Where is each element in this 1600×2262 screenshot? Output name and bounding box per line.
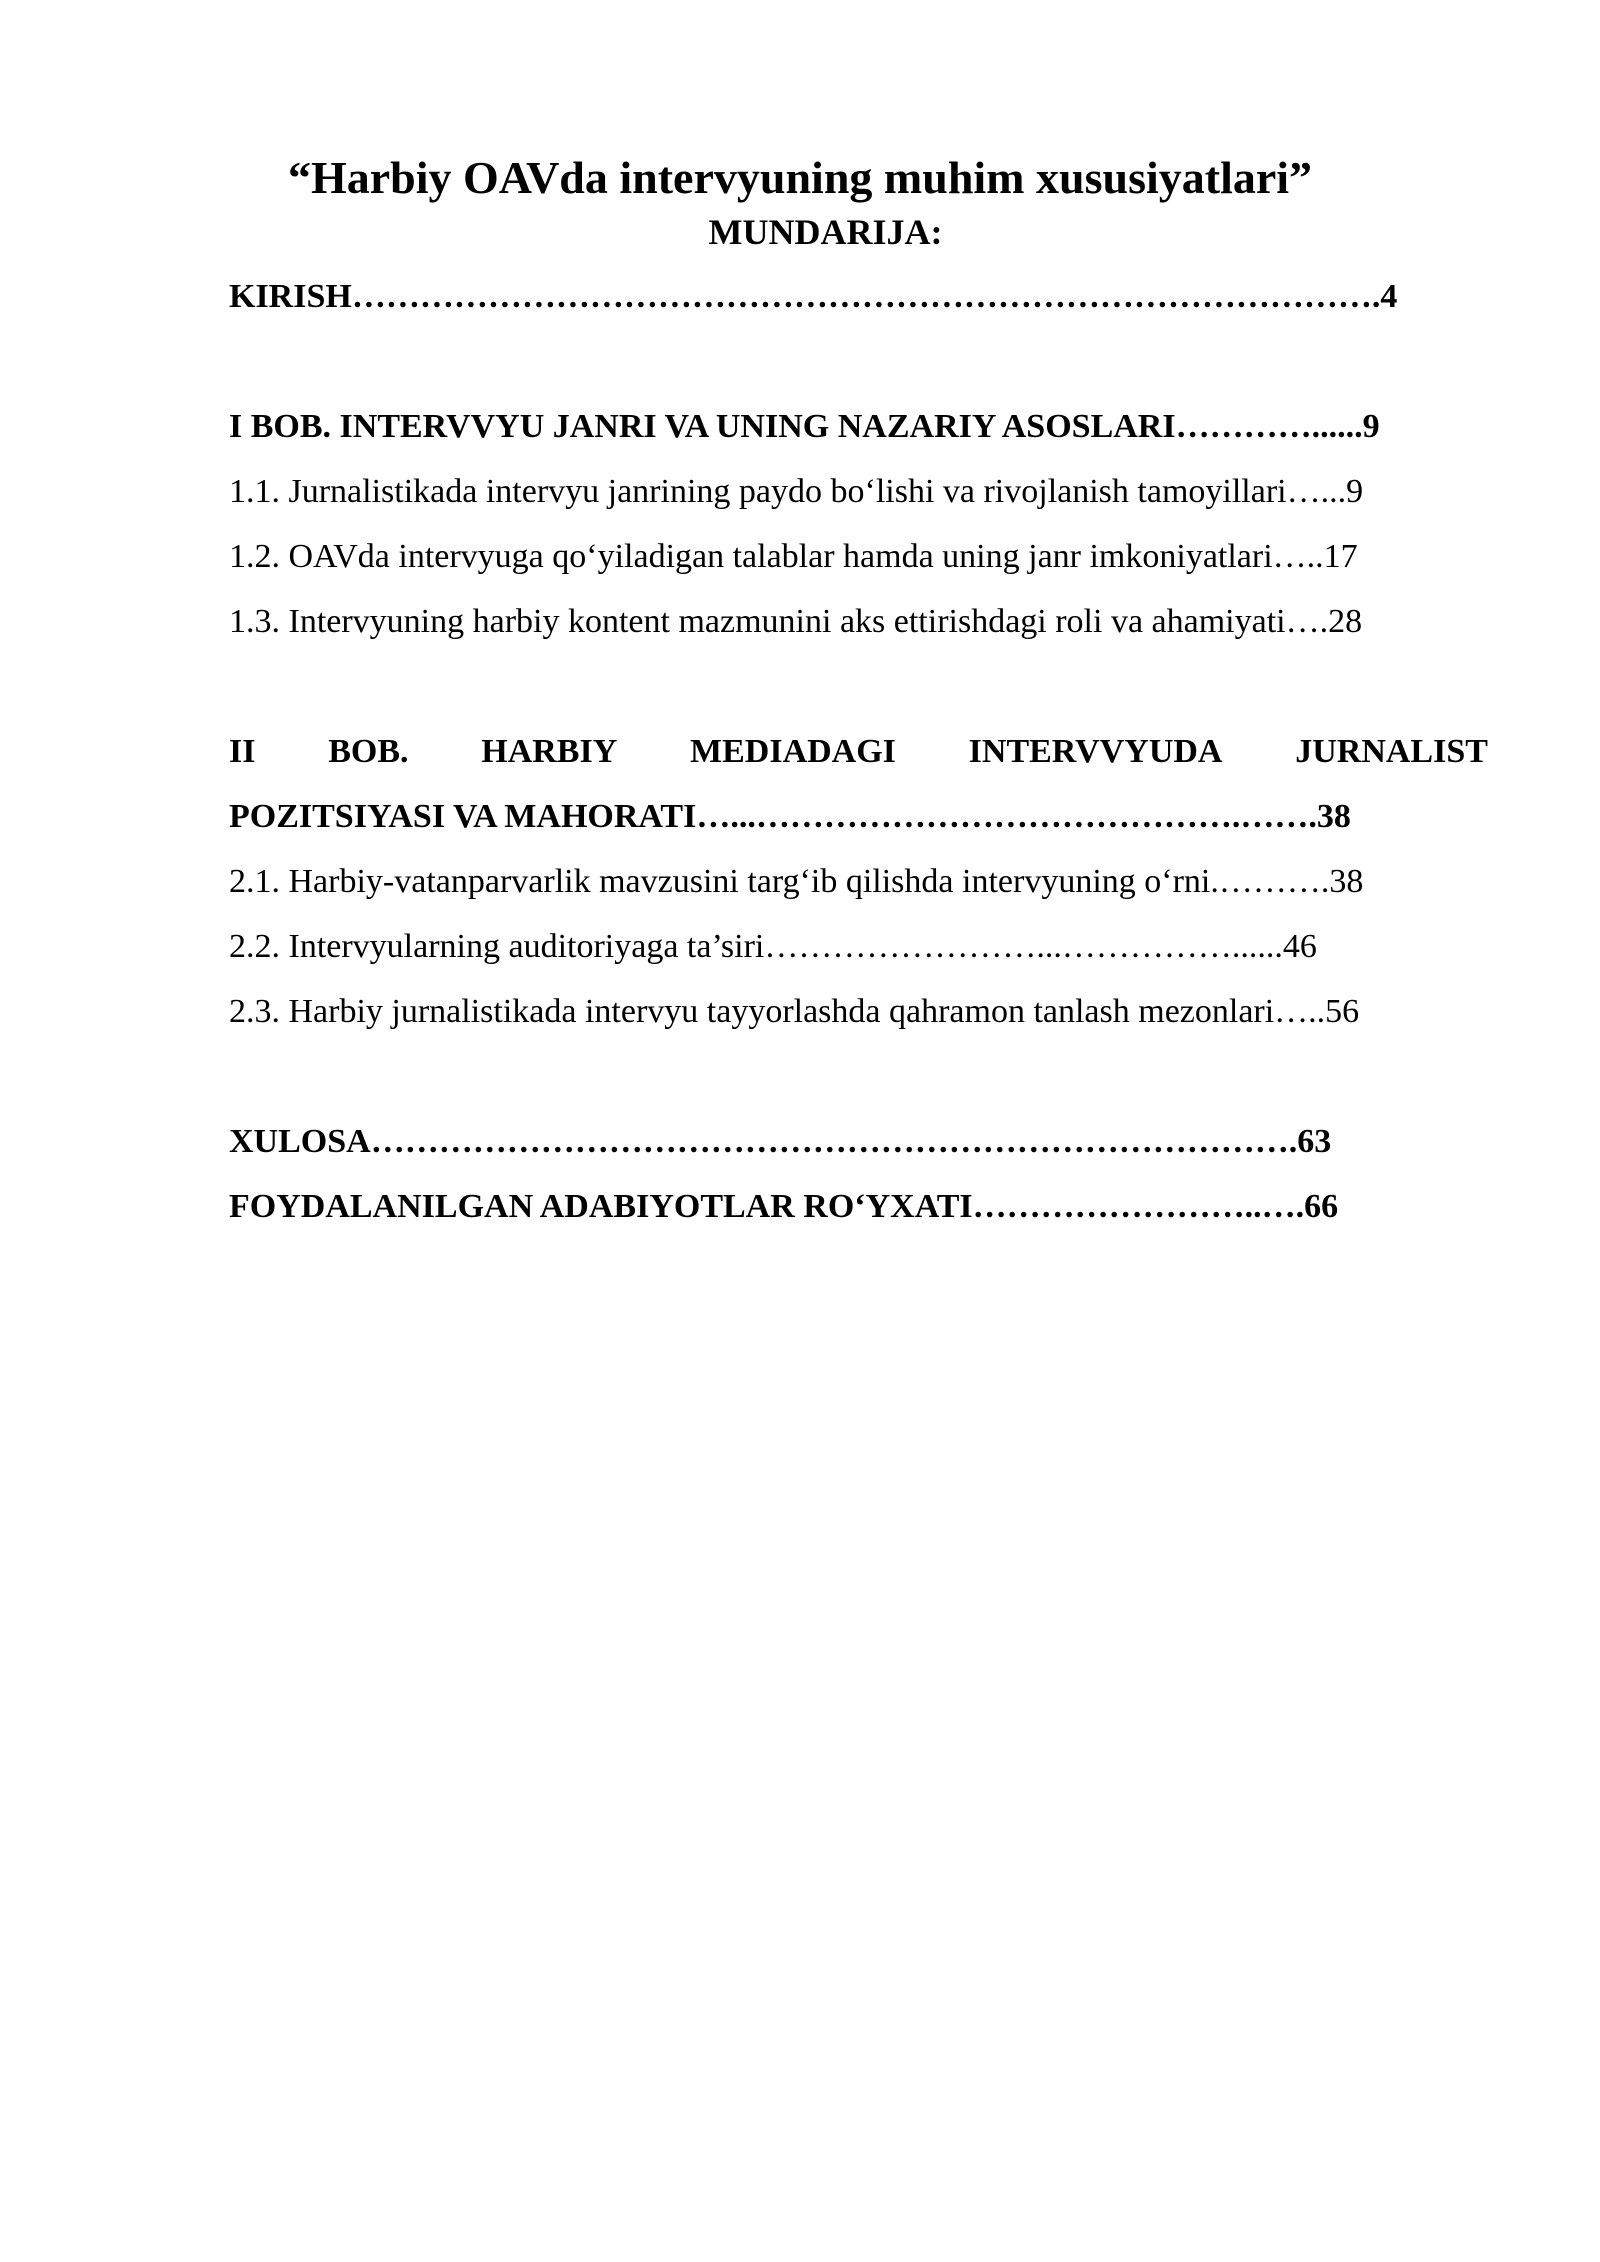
toc-entry-section-2-2: 2.2. Intervyularning auditoriyaga ta’siri……………………...……………......46 [229, 928, 1317, 965]
toc-entry-section-2-3: 2.3. Harbiy jurnalistikada intervyu tayyorlashda qahramon tanlash mezonlari…..56 [229, 993, 1360, 1030]
chapter-2-word: JURNALIST [1295, 733, 1488, 770]
document-title: “Harbiy OAVda intervyuning muhim xususiyatlari” [287, 152, 1313, 203]
toc-entry-section-1-1: 1.1. Jurnalistikada intervyu janrining paydo bo‘lishi va rivojlanish tamoyillari…...9 [229, 473, 1364, 510]
toc-heading: MUNDARIJA: [708, 212, 943, 252]
toc-entry-section-1-3: 1.3. Intervyuning harbiy kontent mazmunini aks ettirishdagi roli va ahamiyati….28 [229, 603, 1363, 640]
toc-entry-references: FOYDALANILGAN ADABIYOTLAR RO‘YXATI……………………..….66 [229, 1188, 1339, 1225]
toc-entry-chapter-2-line-2: POZITSIYASI VA MAHORATI…...…………………………………….…….38 [229, 798, 1351, 835]
chapter-2-word: HARBIY [481, 733, 618, 770]
chapter-2-word: INTERVVYUDA [968, 733, 1223, 770]
toc-entry-section-1-2: 1.2. OAVda intervyuga qo‘yiladigan talablar hamda uning janr imkoniyatlari…..17 [229, 538, 1358, 575]
chapter-2-word: MEDIADAGI [690, 733, 896, 770]
toc-entry-chapter-2-line-1 [229, 730, 1488, 774]
toc-entry-conclusion: XULOSA……………………………………………………………………….63 [229, 1123, 1332, 1160]
toc-entry-chapter-1: I BOB. INTERVVYU JANRI VA UNING NAZARIY ASOSLARI…………......9 [229, 408, 1380, 445]
chapter-2-word: BOB. [328, 733, 409, 770]
toc-entry-intro: KIRISH……………………………………………………………………………….4 [229, 278, 1398, 315]
toc-entry-section-2-1: 2.1. Harbiy-vatanparvarlik mavzusini targ‘ib qilishda intervyuning o‘rni.……….38 [229, 863, 1364, 900]
chapter-2-word: II [229, 733, 256, 770]
